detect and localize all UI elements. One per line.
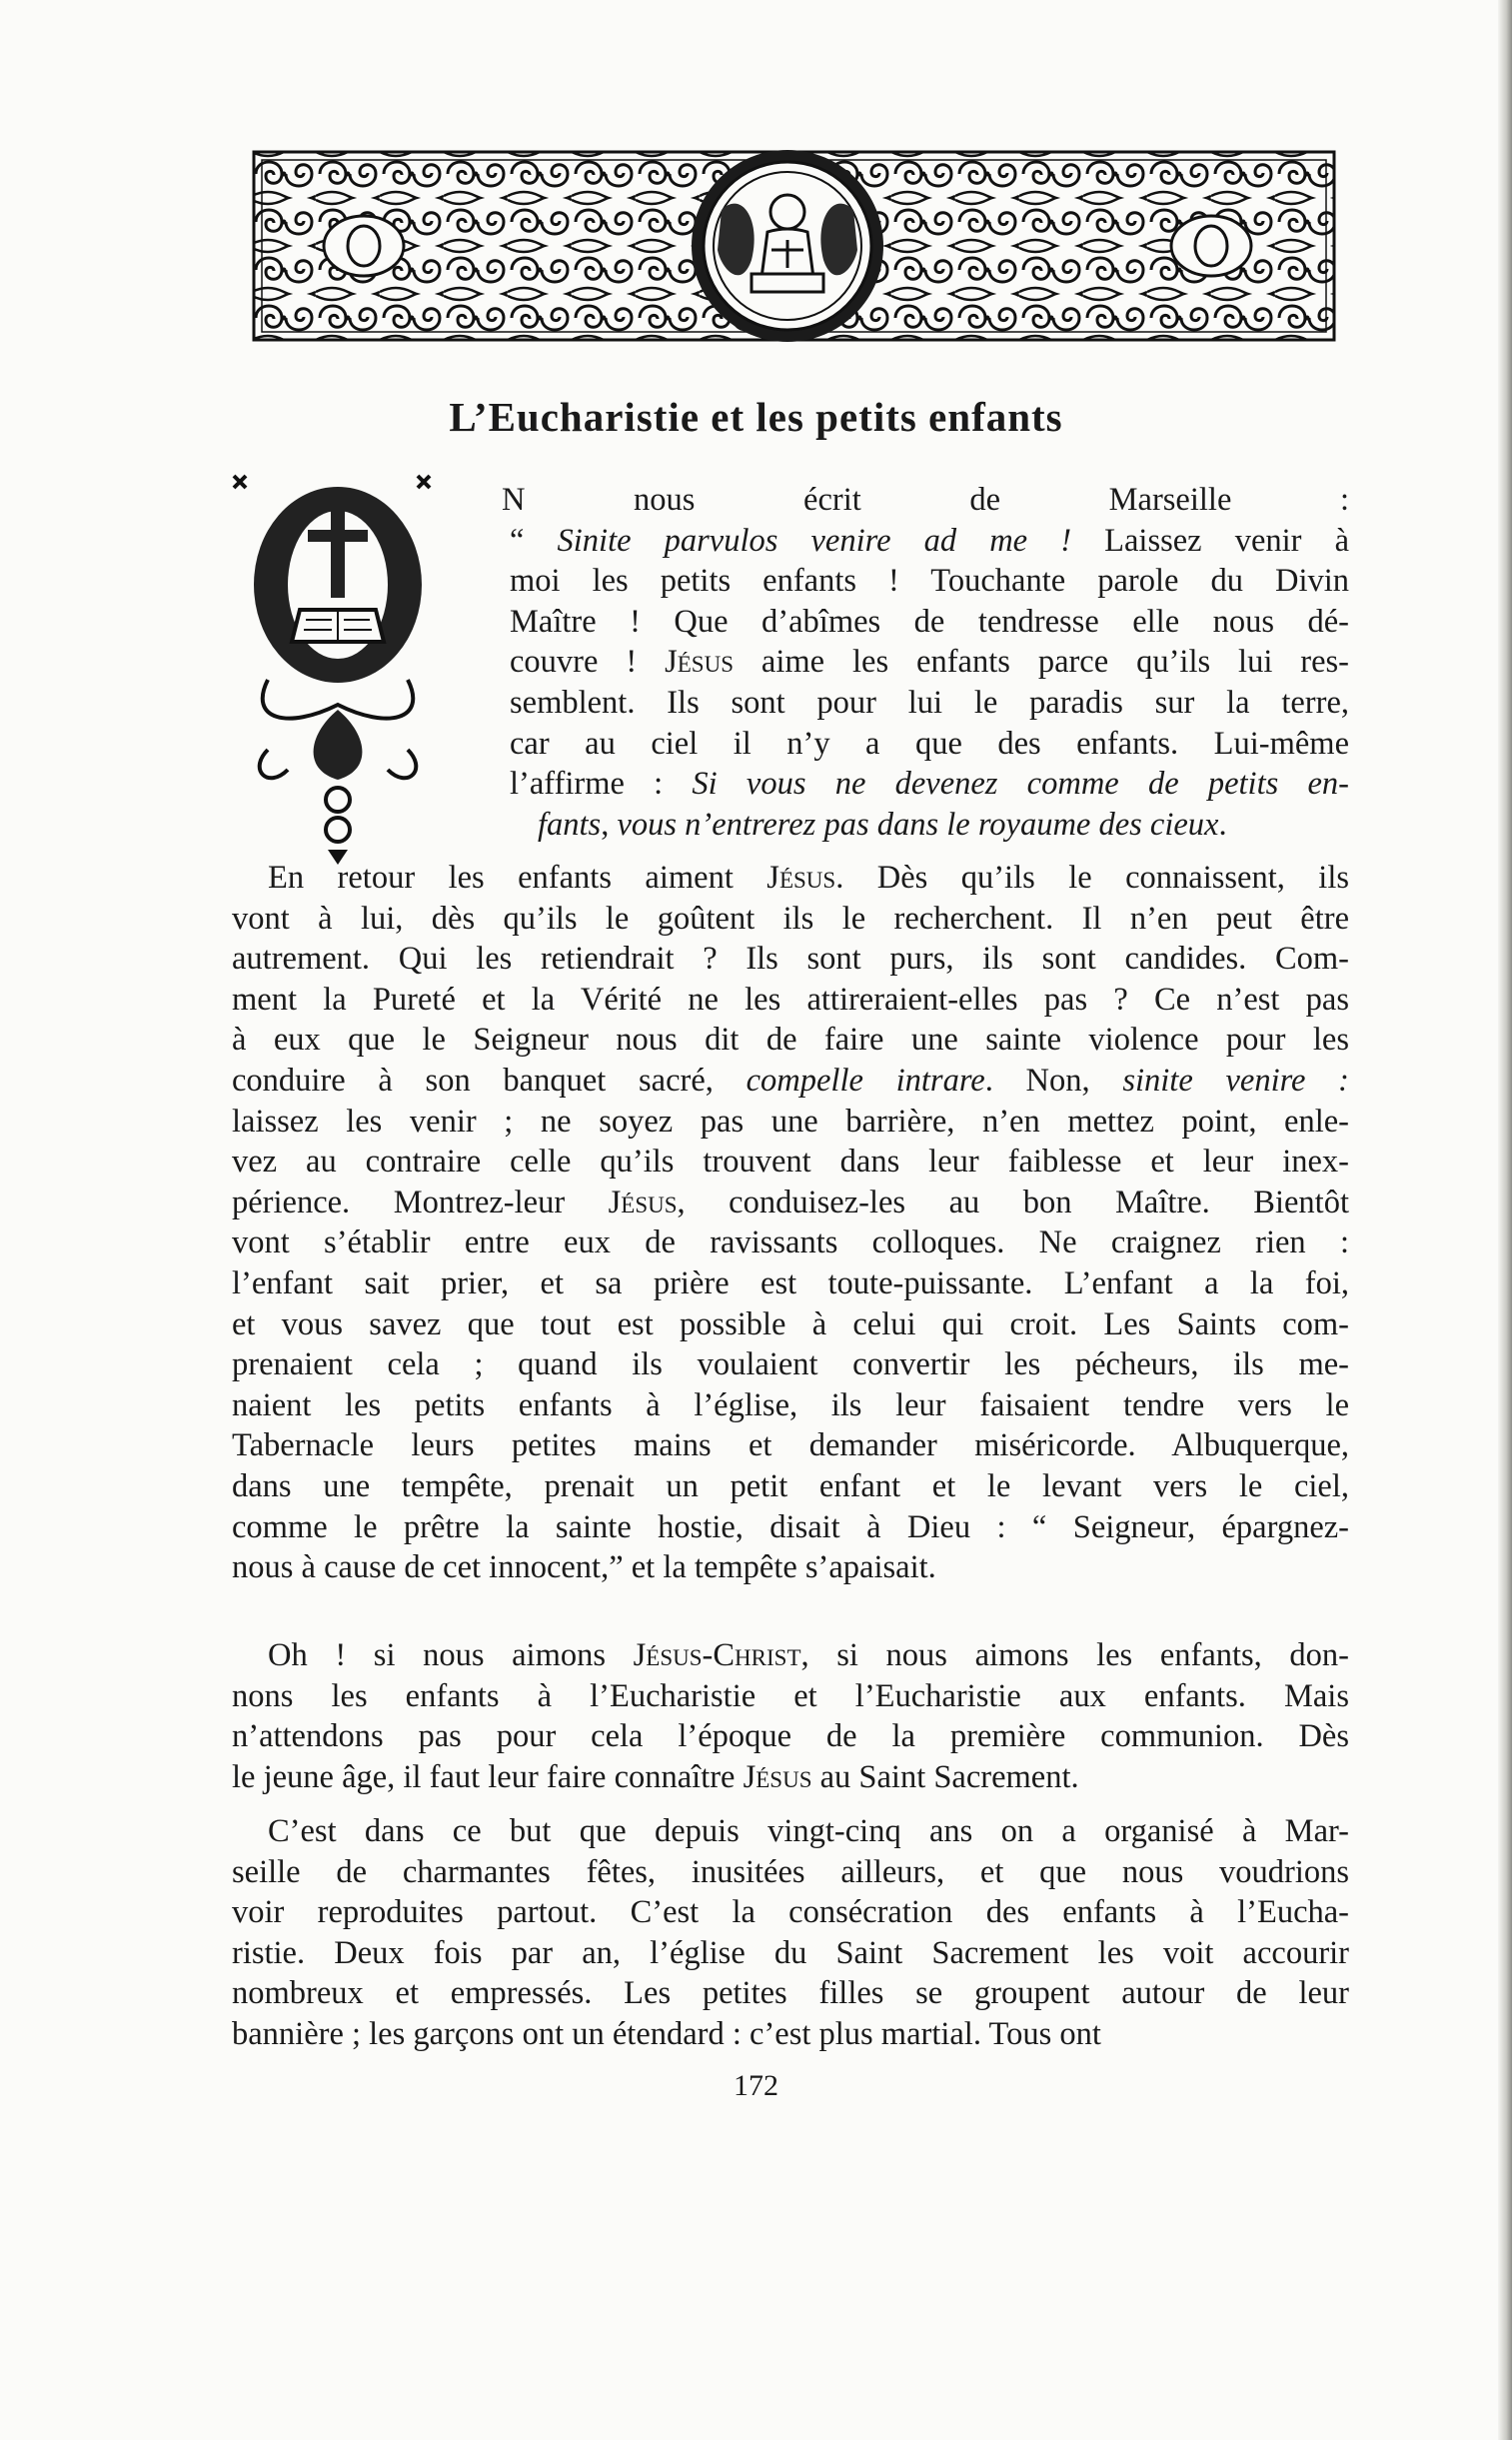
text-line: [232, 1020, 1349, 1060]
text-line: [232, 2014, 1349, 2054]
text-span: Maître ! Que d’abîmes de tendresse elle nous dé-: [510, 603, 1349, 640]
text-line: [232, 980, 1349, 1020]
italic-span: sinite venire :: [1122, 1063, 1349, 1099]
small-caps-span: Jésus: [743, 1758, 812, 1795]
text-span: et vous savez que tout est possible à celui qui croit. Les Saints com-: [232, 1305, 1349, 1342]
text-span: moi les petits enfants ! Touchante parole du Divin: [510, 563, 1349, 600]
text-span: couvre !: [510, 644, 666, 681]
text-span: à eux que le Seigneur nous dit de faire une sainte violence pour les: [232, 1022, 1349, 1059]
text-span: , si nous aimons les enfants, don-: [800, 1637, 1350, 1673]
text-span: le jeune âge, il faut leur faire connaître: [232, 1758, 744, 1795]
text-line: [232, 1547, 1349, 1587]
text-span: . Non,: [984, 1063, 1123, 1099]
small-caps-span: Jésus-Christ: [633, 1637, 801, 1673]
text-span: vez au contraire celle qu’ils trouvent dans leur faiblesse et leur inex-: [232, 1144, 1349, 1181]
text-line: [510, 521, 1349, 561]
text-line: [232, 899, 1349, 939]
text-line: [232, 1102, 1349, 1142]
small-caps-span: Jésus: [766, 860, 836, 896]
text-span: ristie. Deux fois par an, l’église du Saint Sacrement les voit accourir: [232, 1934, 1349, 1971]
text-line: [232, 1222, 1349, 1262]
text-line: [232, 858, 1349, 898]
text-span: “: [510, 522, 558, 559]
text-span: C’est dans ce but que depuis vingt-cinq ans on a organisé à Mar-: [268, 1813, 1349, 1849]
text-span: nous à cause de cet innocent,” et la tempête s’apaisait.: [232, 1549, 936, 1586]
italic-span: compelle intrare: [746, 1063, 985, 1099]
text-span: vont s’établir entre eux de ravissants colloques. Ne craignez rien :: [232, 1224, 1349, 1261]
text-span: nombreux et empressés. Les petites filles se groupent autour de leur: [232, 1975, 1349, 2012]
text-line: [510, 805, 1349, 845]
text-span: prenaient cela ; quand ils voulaient convertir les pécheurs, ils me-: [232, 1346, 1349, 1383]
text-line: [232, 1892, 1349, 1932]
ornamental-headpiece: [252, 150, 1336, 342]
text-span: vont à lui, dès qu’ils le goûtent ils le recherchent. Il n’en peut être: [232, 900, 1349, 937]
text-span: n’attendons pas pour cela l’époque de la première communion. Dès: [232, 1718, 1349, 1755]
text-line: [510, 724, 1349, 764]
text-span: seille de charmantes fêtes, inusitées ailleurs, et que nous voudrions: [232, 1853, 1349, 1890]
text-span: nons les enfants à l’Eucharistie et l’Eucharistie aux enfants. Mais: [232, 1677, 1349, 1714]
text-span: dans une tempête, prenait un petit enfant et le levant vers le ciel,: [232, 1468, 1349, 1504]
text-span: conduire à son banquet sacré,: [232, 1063, 747, 1099]
text-line: [232, 1142, 1349, 1182]
text-span: Tabernacle leurs petites mains et demander miséricorde. Albuquerque,: [232, 1427, 1349, 1464]
page-number: 172: [734, 2069, 778, 2102]
text-line: [232, 1676, 1349, 1716]
text-span: périence. Montrez-leur: [232, 1184, 609, 1220]
text-line: [232, 1061, 1349, 1101]
text-line: [232, 1183, 1349, 1222]
text-span: aime les enfants parce qu’ils lui res-: [734, 644, 1349, 681]
text-line: [232, 1263, 1349, 1303]
text-line: [510, 683, 1349, 723]
text-line: [232, 1385, 1349, 1425]
text-span: l’enfant sait prier, et sa prière est toute-puissante. L’enfant a la foi,: [232, 1265, 1349, 1301]
text-line: [232, 1933, 1349, 1973]
text-span: , conduisez-les au bon Maître. Bientôt: [677, 1184, 1349, 1220]
italic-span: vous n’entrerez pas dans le royaume des cieux: [617, 806, 1219, 843]
italic-span: Sinite parvulos venire ad me !: [557, 522, 1072, 559]
text-span: Laissez venir à: [1071, 522, 1349, 559]
text-line: [232, 1507, 1349, 1547]
text-line: [232, 1466, 1349, 1506]
text-line: [232, 1425, 1349, 1465]
text-span: .: [1218, 806, 1227, 843]
italic-span: fants: [538, 806, 602, 843]
text-span: semblent. Ils sont pour lui le paradis sur la terre,: [510, 685, 1349, 721]
text-span: car au ciel il n’y a que des enfants. Lui-même: [510, 725, 1349, 762]
text-span: Oh ! si nous aimons: [268, 1637, 634, 1673]
text-span: bannière ; les garçons ont un étendard : c’est plus martial. Tous ont: [232, 2016, 1101, 2052]
text-span: naient les petits enfants à l’église, ils leur faisaient tendre vers le: [232, 1386, 1349, 1423]
text-line: [232, 1973, 1349, 2013]
text-span: laissez les venir ; ne soyez pas une barrière, n’en mettez point, enle-: [232, 1103, 1349, 1140]
text-line: [232, 939, 1349, 979]
text-span: En retour les enfants aiment: [268, 860, 767, 896]
text-line: [232, 1635, 1349, 1675]
text-span: ment la Pureté et la Vérité ne les attireraient-elles pas ? Ce n’est pas: [232, 981, 1349, 1018]
text-line: [510, 561, 1349, 601]
text-line: [232, 1852, 1349, 1892]
text-span: N nous écrit de Marseille :: [502, 482, 1349, 518]
small-caps-span: Jésus: [665, 644, 734, 681]
text-span: autrement. Qui les retiendrait ? Ils sont purs, ils sont candides. Com-: [232, 941, 1349, 978]
text-span: voir reproduites partout. C’est la consécration des enfants à l’Eucha-: [232, 1894, 1349, 1931]
small-caps-span: Jésus: [608, 1184, 678, 1220]
text-line: [232, 1757, 1349, 1797]
text-line: [510, 642, 1349, 682]
text-line: [232, 1304, 1349, 1344]
text-span: ,: [601, 806, 618, 843]
text-line: [232, 1344, 1349, 1384]
text-span: au Saint Sacrement.: [811, 1758, 1079, 1795]
ornamental-drop-cap: [228, 470, 453, 870]
text-span: . Dès qu’ils le connaissent, ils: [835, 860, 1349, 896]
text-line: [232, 1811, 1349, 1851]
text-span: l’affirme :: [510, 766, 693, 803]
italic-span: Si vous ne devenez comme de petits en-: [692, 766, 1349, 803]
text-line: [232, 1716, 1349, 1756]
text-line: [510, 764, 1349, 804]
text-line: [502, 480, 1349, 520]
article-title: L’Eucharistie et les petits enfants: [449, 394, 1063, 440]
text-line: [510, 602, 1349, 642]
text-span: comme le prêtre la sainte hostie, disait à Dieu : “ Seigneur, épargnez-: [232, 1508, 1349, 1545]
